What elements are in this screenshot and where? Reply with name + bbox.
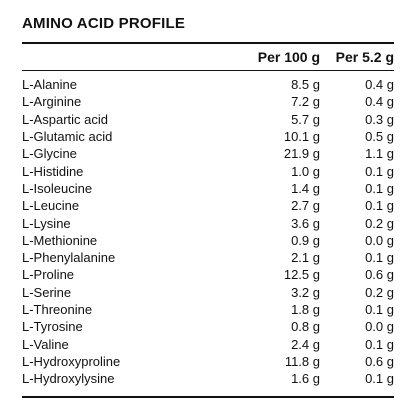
per-serving-value: 0.5 g (365, 129, 394, 145)
table-row (22, 76, 394, 93)
header-rule (22, 70, 394, 71)
per-100g-value: 3.6 g (291, 215, 320, 231)
amino-acid-name: L-Lysine (22, 215, 71, 231)
amino-acid-name: L-Serine (22, 284, 72, 300)
per-100g-value: 12.5 g (283, 267, 320, 283)
amino-acid-name: L-Threonine (22, 302, 93, 317)
amino-acid-name: L-Proline (22, 267, 75, 283)
table-body (22, 76, 394, 387)
amino-acid-name: L-Arginine (22, 94, 82, 110)
table-row (22, 93, 394, 110)
per-100g-value: 1.8 g (291, 302, 320, 317)
table-row (22, 370, 394, 387)
per-serving-value: 0.4 g (365, 94, 394, 110)
per-serving-value: 0.6 g (365, 353, 394, 369)
per-100g-value: 21.9 g (283, 146, 320, 162)
header-per-100g: Per 100 g (257, 49, 320, 65)
per-serving-value: 0.1 g (365, 371, 394, 387)
per-serving-value: 0.1 g (365, 198, 394, 214)
per-serving-value: 0.4 g (365, 77, 394, 93)
table-row (22, 145, 394, 162)
per-100g-value: 2.4 g (291, 336, 320, 352)
header-per-serving: Per 5.2 g (335, 49, 394, 65)
amino-acid-name: L-Hydroxylysine (22, 371, 115, 387)
per-serving-value: 0.0 g (365, 319, 394, 335)
per-100g-value: 0.8 g (291, 319, 320, 335)
amino-acid-name: L-Phenylalanine (22, 250, 116, 266)
per-serving-value: 0.1 g (365, 180, 394, 196)
table-row (22, 214, 394, 231)
per-serving-value: 0.0 g (365, 232, 394, 248)
table-row (22, 318, 394, 335)
table-row (22, 180, 394, 197)
per-100g-value: 2.7 g (291, 198, 320, 214)
amino-acid-name: L-Aspartic acid (22, 111, 108, 127)
table-row (22, 335, 394, 352)
table-row (22, 249, 394, 266)
amino-acid-name: L-Histidine (22, 163, 84, 179)
amino-acid-name: L-Hydroxyproline (22, 353, 121, 369)
table-header (22, 44, 394, 70)
per-100g-value: 10.1 g (283, 129, 320, 145)
amino-acid-name: L-Glycine (22, 146, 77, 162)
per-100g-value: 2.1 g (291, 250, 320, 266)
table-row (22, 353, 394, 370)
per-serving-value: 0.3 g (365, 111, 394, 127)
amino-acid-name: L-Leucine (22, 198, 80, 214)
per-100g-value: 7.2 g (291, 94, 320, 110)
per-100g-value: 3.2 g (291, 284, 320, 300)
per-100g-value: 0.9 g (291, 232, 320, 248)
per-100g-value: 1.4 g (291, 180, 320, 196)
per-serving-value: 0.2 g (365, 215, 394, 231)
table-row (22, 301, 394, 318)
table-row (22, 266, 394, 283)
per-100g-value: 1.0 g (291, 163, 320, 179)
amino-acid-name: L-Methionine (22, 232, 98, 248)
table-row (22, 162, 394, 179)
per-100g-value: 5.7 g (291, 111, 320, 127)
table-row (22, 284, 394, 301)
per-serving-value: 0.6 g (365, 267, 394, 283)
amino-acid-name: L-Alanine (22, 77, 77, 93)
table-row (22, 197, 394, 214)
per-serving-value: 0.1 g (365, 302, 394, 317)
per-100g-value: 8.5 g (291, 77, 320, 93)
table-row (22, 111, 394, 128)
amino-acid-name: L-Glutamic acid (22, 129, 113, 145)
table-row (22, 232, 394, 249)
per-serving-value: 1.1 g (365, 146, 394, 162)
per-serving-value: 0.2 g (365, 284, 394, 300)
per-100g-value: 1.6 g (291, 371, 320, 387)
table-row (22, 128, 394, 145)
per-serving-value: 0.1 g (365, 250, 394, 266)
amino-acid-name: L-Valine (22, 336, 69, 352)
per-serving-value: 0.1 g (365, 336, 394, 352)
per-serving-value: 0.1 g (365, 163, 394, 179)
per-100g-value: 11.8 g (284, 353, 320, 369)
panel-title: AMINO ACID PROFILE (22, 15, 186, 32)
amino-acid-name: L-Isoleucine (22, 180, 93, 196)
amino-acid-name: L-Tyrosine (22, 319, 83, 335)
bottom-rule (22, 396, 394, 398)
